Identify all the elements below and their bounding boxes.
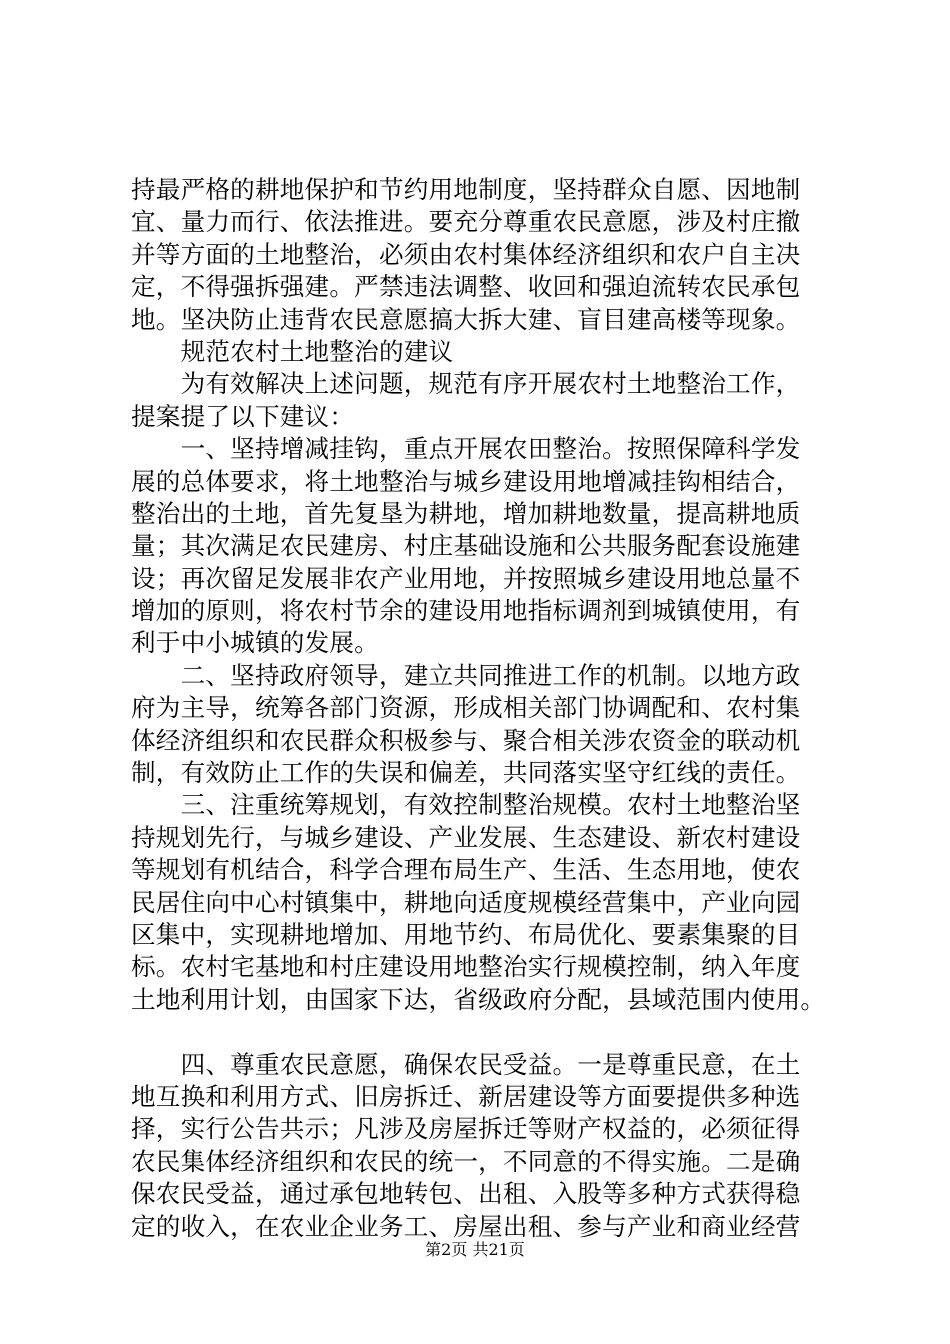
text-line: 府为主导，统筹各部门资源，形成相关部门协调配和、农村集	[131, 693, 801, 723]
text-line: 提案提了以下建议：	[131, 401, 355, 431]
text-line: 展的总体要求，将土地整治与城乡建设用地增减挂钩相结合，	[131, 466, 801, 496]
text-line: 三、注重统筹规划，有效控制整治规模。农村土地整治坚	[131, 790, 801, 820]
text-line: 宜、量力而行、依法推进。要充分尊重农民意愿，涉及村庄撤	[131, 207, 801, 237]
text-line: 量；其次满足农民建房、村庄基础设施和公共服务配套设施建	[131, 531, 801, 561]
text-line: 设；再次留足发展非农产业用地，并按照城乡建设用地总量不	[131, 563, 801, 593]
text-line: 农民集体经济组织和农民的统一，不同意的不得实施。二是确	[131, 1146, 801, 1176]
text-line: 定的收入，在农业企业务工、房屋出租、参与产业和商业经营	[131, 1211, 801, 1241]
text-line: 四、尊重农民意愿，确保农民受益。一是尊重民意，在土	[131, 1049, 801, 1079]
text-line: 标。农村宅基地和村庄建设用地整治实行规模控制，纳入年度	[131, 952, 801, 982]
text-line: 区集中，实现耕地增加、用地节约、布局优化、要素集聚的目	[131, 919, 801, 949]
text-line: 增加的原则，将农村节余的建设用地指标调剂到城镇使用，有	[131, 596, 801, 626]
text-line: 地互换和利用方式、旧房拆迁、新居建设等方面要提供多种选	[131, 1081, 801, 1111]
page-number-footer: 第2页 共21页	[425, 1240, 525, 1259]
text-line: 保农民受益，通过承包地转包、出租、入股等多种方式获得稳	[131, 1179, 801, 1209]
text-line: 择，实行公告共示；凡涉及房屋拆迁等财产权益的，必须征得	[131, 1114, 801, 1144]
text-line: 制，有效防止工作的失误和偏差，共同落实坚守红线的责任。	[131, 758, 801, 788]
text-line: 为有效解决上述问题，规范有序开展农村土地整治工作，	[131, 369, 801, 399]
text-line: 定，不得强拆强建。严禁违法调整、收回和强迫流转农民承包	[131, 272, 801, 302]
text-line: 持规划先行，与城乡建设、产业发展、生态建设、新农村建设	[131, 822, 801, 852]
text-line: 地。坚决防止违背农民意愿搞大拆大建、盲目建高楼等现象。	[131, 304, 801, 334]
text-line: 一、坚持增减挂钩，重点开展农田整治。按照保障科学发	[131, 434, 801, 464]
blank-line	[131, 1016, 831, 1048]
text-line: 等规划有机结合，科学合理布局生产、生活、生态用地，使农	[131, 855, 801, 885]
text-line: 整治出的土地，首先复垦为耕地，增加耕地数量，提高耕地质	[131, 498, 801, 528]
text-line: 体经济组织和农民群众积极参与、聚合相关涉农资金的联动机	[131, 725, 801, 755]
text-line: 持最严格的耕地保护和节约用地制度，坚持群众自愿、因地制	[131, 175, 801, 204]
text-line: 土地利用计划，由国家下达，省级政府分配，县域范围内使用。	[131, 984, 826, 1014]
section-heading: 规范农村土地整治的建议	[131, 336, 454, 366]
text-line: 二、坚持政府领导，建立共同推进工作的机制。以地方政	[131, 660, 801, 690]
text-line: 民居住向中心村镇集中，耕地向适度规模经营集中，产业向园	[131, 887, 801, 917]
text-line: 利于中小城镇的发展。	[131, 628, 379, 658]
text-line: 并等方面的土地整治，必须由农村集体经济组织和农户自主决	[131, 239, 801, 269]
document-body	[131, 174, 831, 1243]
